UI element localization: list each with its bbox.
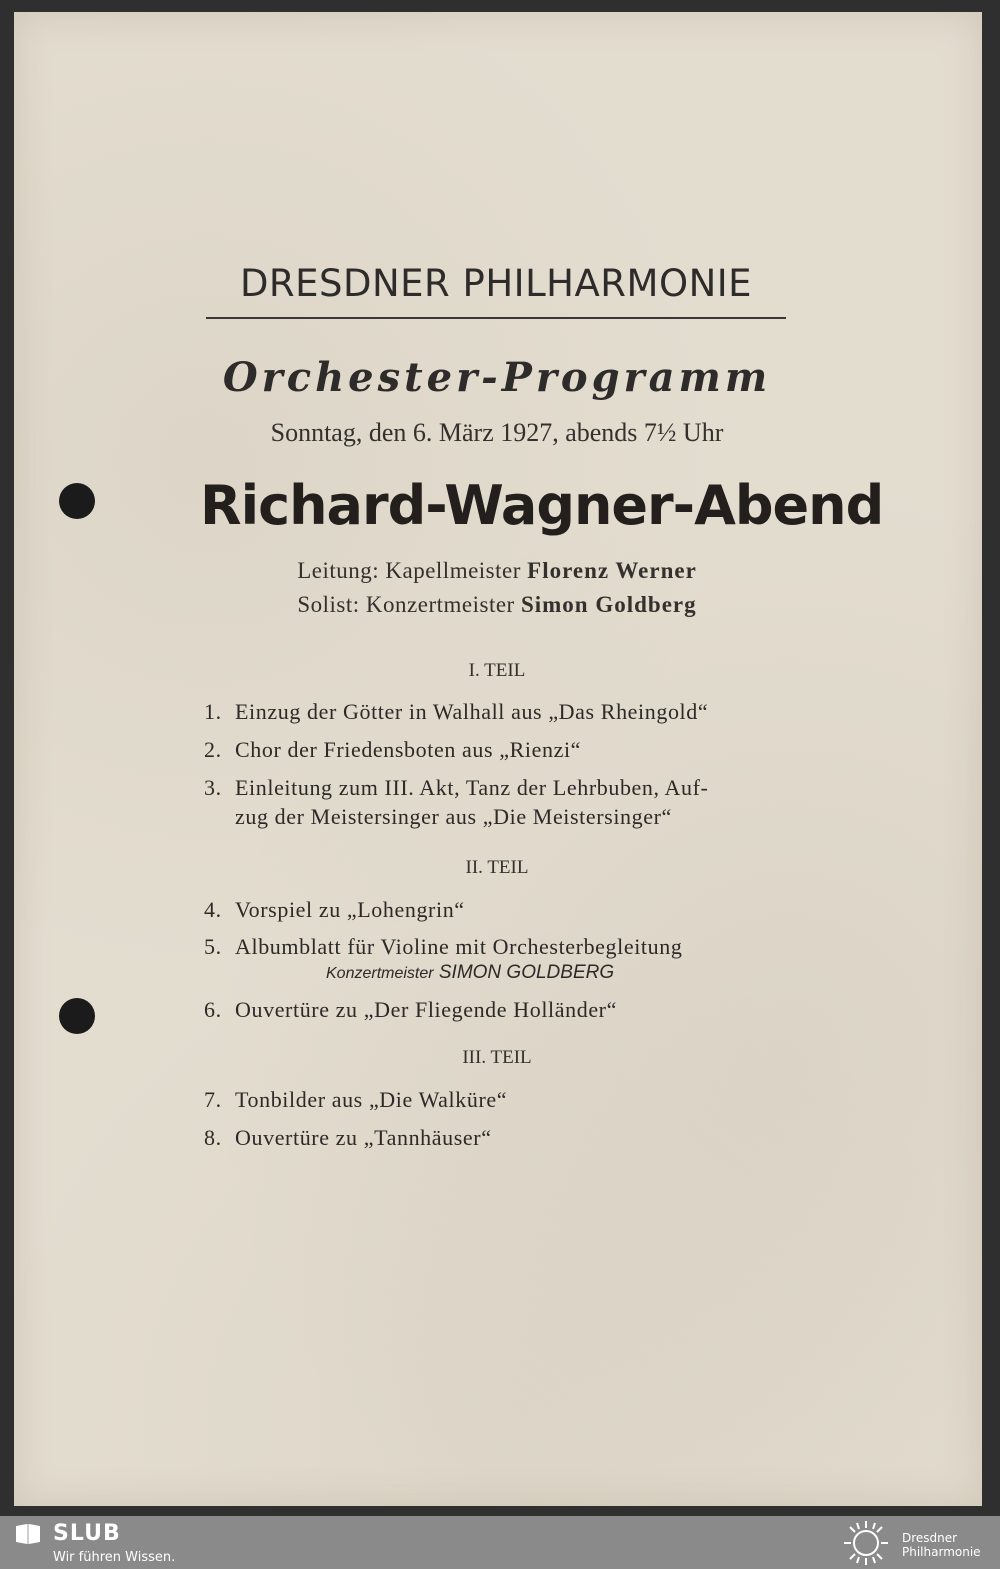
soloist-label: Solist: [297, 592, 360, 617]
philharmonie-logo-icon[interactable] [840, 1519, 892, 1567]
item-title: Chor der Friedensboten aus „Rienzi“ [235, 737, 582, 762]
item-soloist-note [326, 962, 614, 984]
book-icon[interactable] [14, 1522, 42, 1546]
program-item [204, 775, 794, 801]
item-title: Einzug der Götter in Walhall aus „Das Rheingold“ [235, 699, 709, 724]
section-heading-3: III. TEIL [462, 1047, 532, 1068]
concert-date: Sonntag, den 6. März 1927, abends 7½ Uhr [270, 418, 724, 447]
program-item [204, 934, 794, 960]
heading-rule [206, 317, 786, 319]
soloist-name: Simon Goldberg [520, 592, 697, 617]
item-number: 7. [204, 1087, 222, 1112]
conductor-credit [205, 558, 789, 584]
program-item [204, 737, 794, 763]
item-number: 6. [204, 997, 222, 1022]
note-role: Konzertmeister [326, 965, 434, 982]
partner-line-1: Dresdner [902, 1531, 958, 1545]
item-title: Ouvertüre zu „Tannhäuser“ [235, 1125, 492, 1150]
conductor-label: Leitung: [297, 558, 380, 583]
program-item [204, 1087, 794, 1113]
library-logo-text[interactable]: SLUB [53, 1521, 121, 1546]
program-item [204, 897, 794, 923]
item-title: Ouvertüre zu „Der Fliegende Holländer“ [235, 997, 617, 1022]
program-item [204, 699, 794, 725]
partner-logo-text[interactable] [902, 1531, 998, 1559]
item-number: 5. [204, 934, 222, 959]
program-item [204, 1125, 794, 1151]
section-heading-1: I. TEIL [468, 660, 526, 681]
item-number: 4. [204, 897, 222, 922]
ensemble-heading: DRESDNER PHILHARMONIE [239, 262, 753, 305]
conductor-name: Florenz Werner [527, 558, 697, 583]
soloist-credit [205, 592, 789, 618]
item-number: 1. [204, 699, 222, 724]
item-title: Albumblatt für Violine mit Orchesterbegleitung [235, 934, 683, 959]
concert-title: Richard-Wagner-Abend [200, 474, 884, 537]
item-title: Einleitung zum III. Akt, Tanz der Lehrbuben, Auf- [235, 775, 709, 800]
soloist-role: Konzertmeister [365, 592, 515, 617]
item-number: 8. [204, 1125, 222, 1150]
section-heading-2: II. TEIL [465, 857, 529, 878]
partner-line-2: Philharmonie [902, 1545, 981, 1559]
item-title-continuation: zug der Meistersinger aus „Die Meistersinger“ [235, 804, 672, 829]
item-number: 3. [204, 775, 222, 800]
item-number: 2. [204, 737, 222, 762]
item-title: Vorspiel zu „Lohengrin“ [235, 897, 465, 922]
conductor-role: Kapellmeister [385, 558, 521, 583]
item-title: Tonbilder aus „Die Walküre“ [235, 1087, 508, 1112]
program-item [204, 997, 794, 1023]
note-name: SIMON GOLDBERG [438, 962, 615, 983]
program-subtitle: Orchester-Programm [222, 354, 772, 401]
library-tagline: Wir führen Wissen. [53, 1550, 176, 1565]
